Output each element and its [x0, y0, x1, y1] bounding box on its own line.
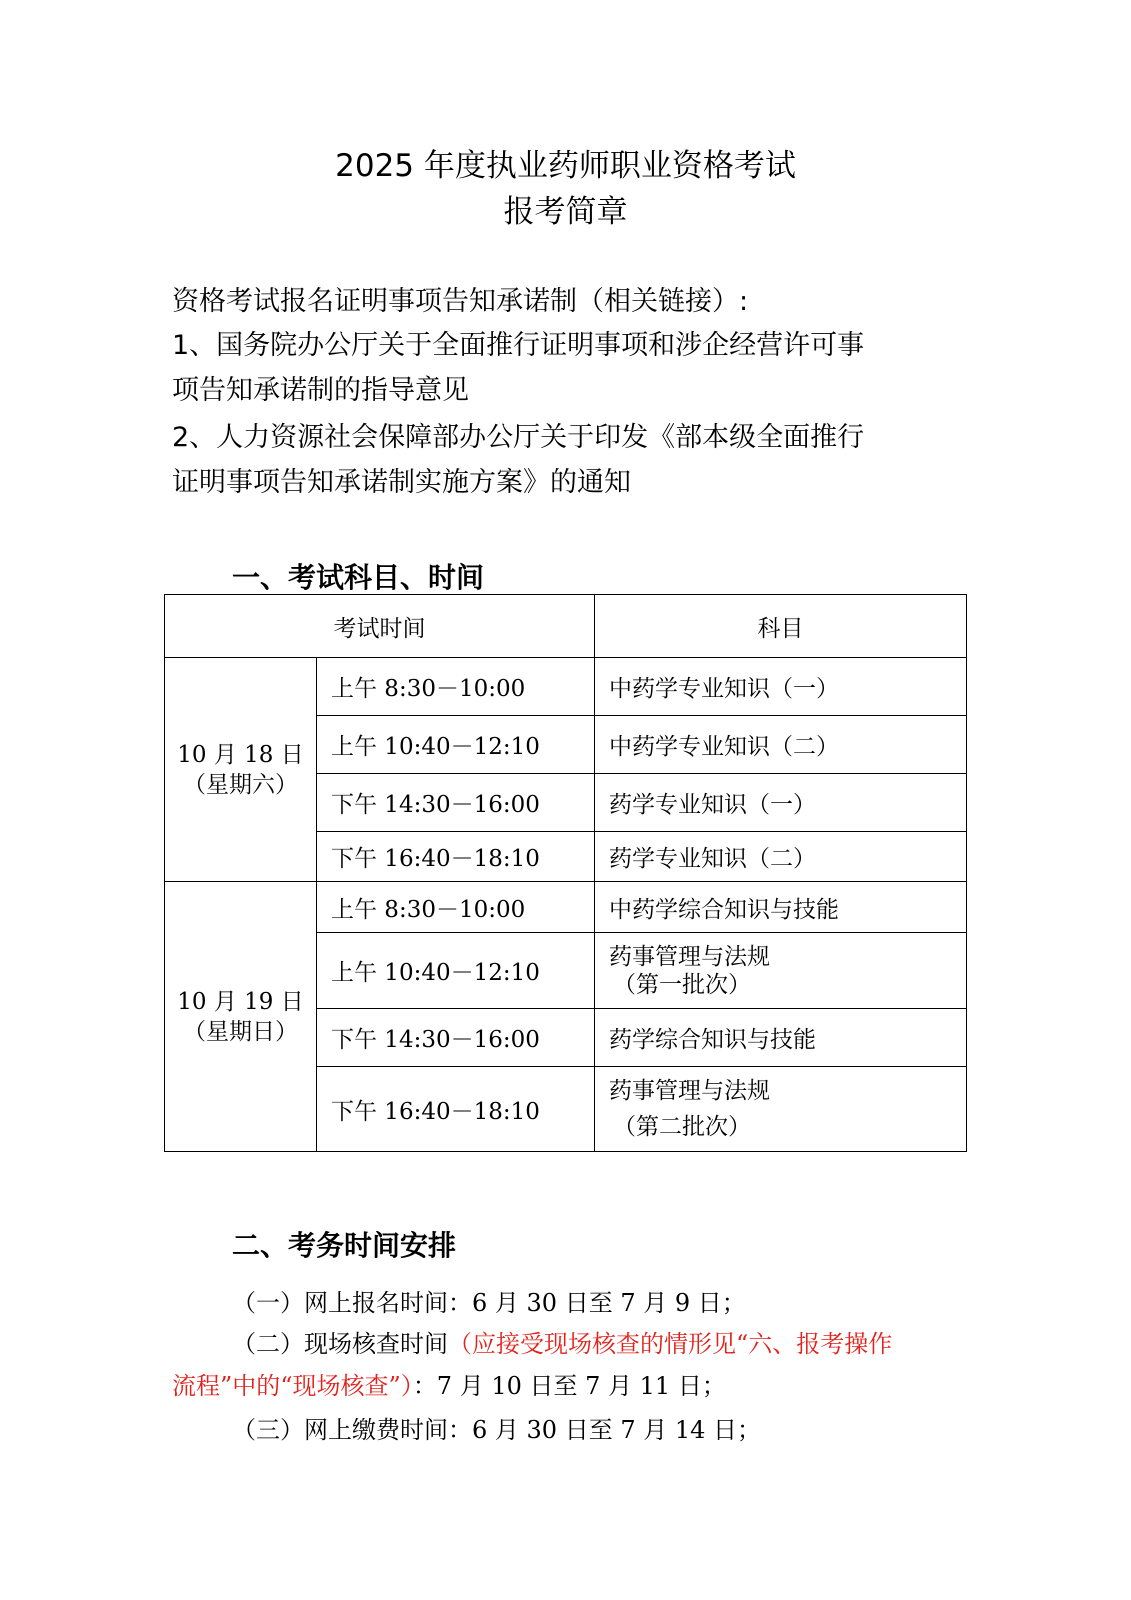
related-link-1-line2: 项告知承诺制的指导意见: [172, 375, 469, 406]
subject-cell: 药学专业知识（二）: [595, 832, 967, 882]
date-cell-day2: [165, 882, 317, 1152]
onsite-verification-label: （二）现场核查时间: [232, 1330, 448, 1358]
subject-line1: 药事管理与法规: [609, 1078, 770, 1104]
document-subtitle: 报考简章: [503, 194, 628, 230]
time-cell: 下午 16:40－18:10: [317, 1067, 595, 1152]
online-registration-time: （一）网上报名时间：6 月 30 日至 7 月 9 日；: [232, 1289, 746, 1317]
onsite-verification-time: [232, 1323, 892, 1365]
subject-cell: [595, 933, 967, 1009]
related-link-1[interactable]: [172, 323, 972, 413]
related-link-2-line2: 证明事项告知承诺制实施方案》的通知: [172, 467, 631, 498]
related-link-2[interactable]: [172, 415, 972, 505]
weekday-text: （星期日）: [183, 1018, 298, 1045]
table-header-row: [165, 595, 967, 658]
date-cell-day1: [165, 658, 317, 882]
onsite-verification-note-cont: 流程”中的“现场核查”）: [172, 1372, 413, 1400]
document-title: 2025 年度执业药师职业资格考试: [335, 148, 796, 184]
subject-cell: 中药学专业知识（二）: [595, 716, 967, 774]
table-row: [165, 882, 967, 933]
header-subject: 科目: [595, 595, 967, 658]
related-link-1-line1: 1、国务院办公厅关于全面推行证明事项和涉企经营许可事: [172, 330, 865, 361]
time-cell: 下午 16:40－18:10: [317, 832, 595, 882]
date-text: 10 月 19 日: [177, 988, 304, 1015]
subject-cell: 中药学专业知识（一）: [595, 658, 967, 716]
time-cell: 上午 8:30－10:00: [317, 658, 595, 716]
onsite-verification-time-cont: [172, 1365, 726, 1407]
date-text: 10 月 18 日: [177, 741, 304, 768]
header-exam-time: 考试时间: [165, 595, 595, 658]
time-cell: 上午 10:40－12:10: [317, 933, 595, 1009]
time-cell: 上午 10:40－12:10: [317, 716, 595, 774]
exam-schedule-table: [164, 594, 967, 1152]
onsite-verification-note: （应接受现场核查的情形见“六、报考操作: [448, 1330, 893, 1358]
table-row: [165, 658, 967, 716]
online-payment-time: （三）网上缴费时间：6 月 30 日至 7 月 14 日；: [232, 1416, 762, 1444]
section-heading-schedule: 二、考务时间安排: [232, 1229, 457, 1262]
related-link-2-line1: 2、人力资源社会保障部办公厅关于印发《部本级全面推行: [172, 422, 865, 453]
subject-line1: 药事管理与法规: [609, 943, 770, 970]
intro-label: 资格考试报名证明事项告知承诺制（相关链接）:: [172, 286, 749, 317]
subject-cell: 药学专业知识（一）: [595, 774, 967, 832]
subject-cell: 中药学综合知识与技能: [595, 882, 967, 933]
section-heading-exam-subjects: 一、考试科目、时间: [232, 561, 485, 594]
subject-cell: [595, 1067, 967, 1152]
onsite-verification-dates: ：7 月 10 日至 7 月 11 日；: [412, 1372, 726, 1400]
time-cell: 下午 14:30－16:00: [317, 774, 595, 832]
time-cell: 下午 14:30－16:00: [317, 1009, 595, 1067]
subject-cell: 药学综合知识与技能: [595, 1009, 967, 1067]
time-cell: 上午 8:30－10:00: [317, 882, 595, 933]
subject-line2: （第一批次）: [613, 971, 751, 998]
weekday-text: （星期六）: [183, 771, 298, 798]
subject-line2: （第二批次）: [613, 1114, 751, 1140]
